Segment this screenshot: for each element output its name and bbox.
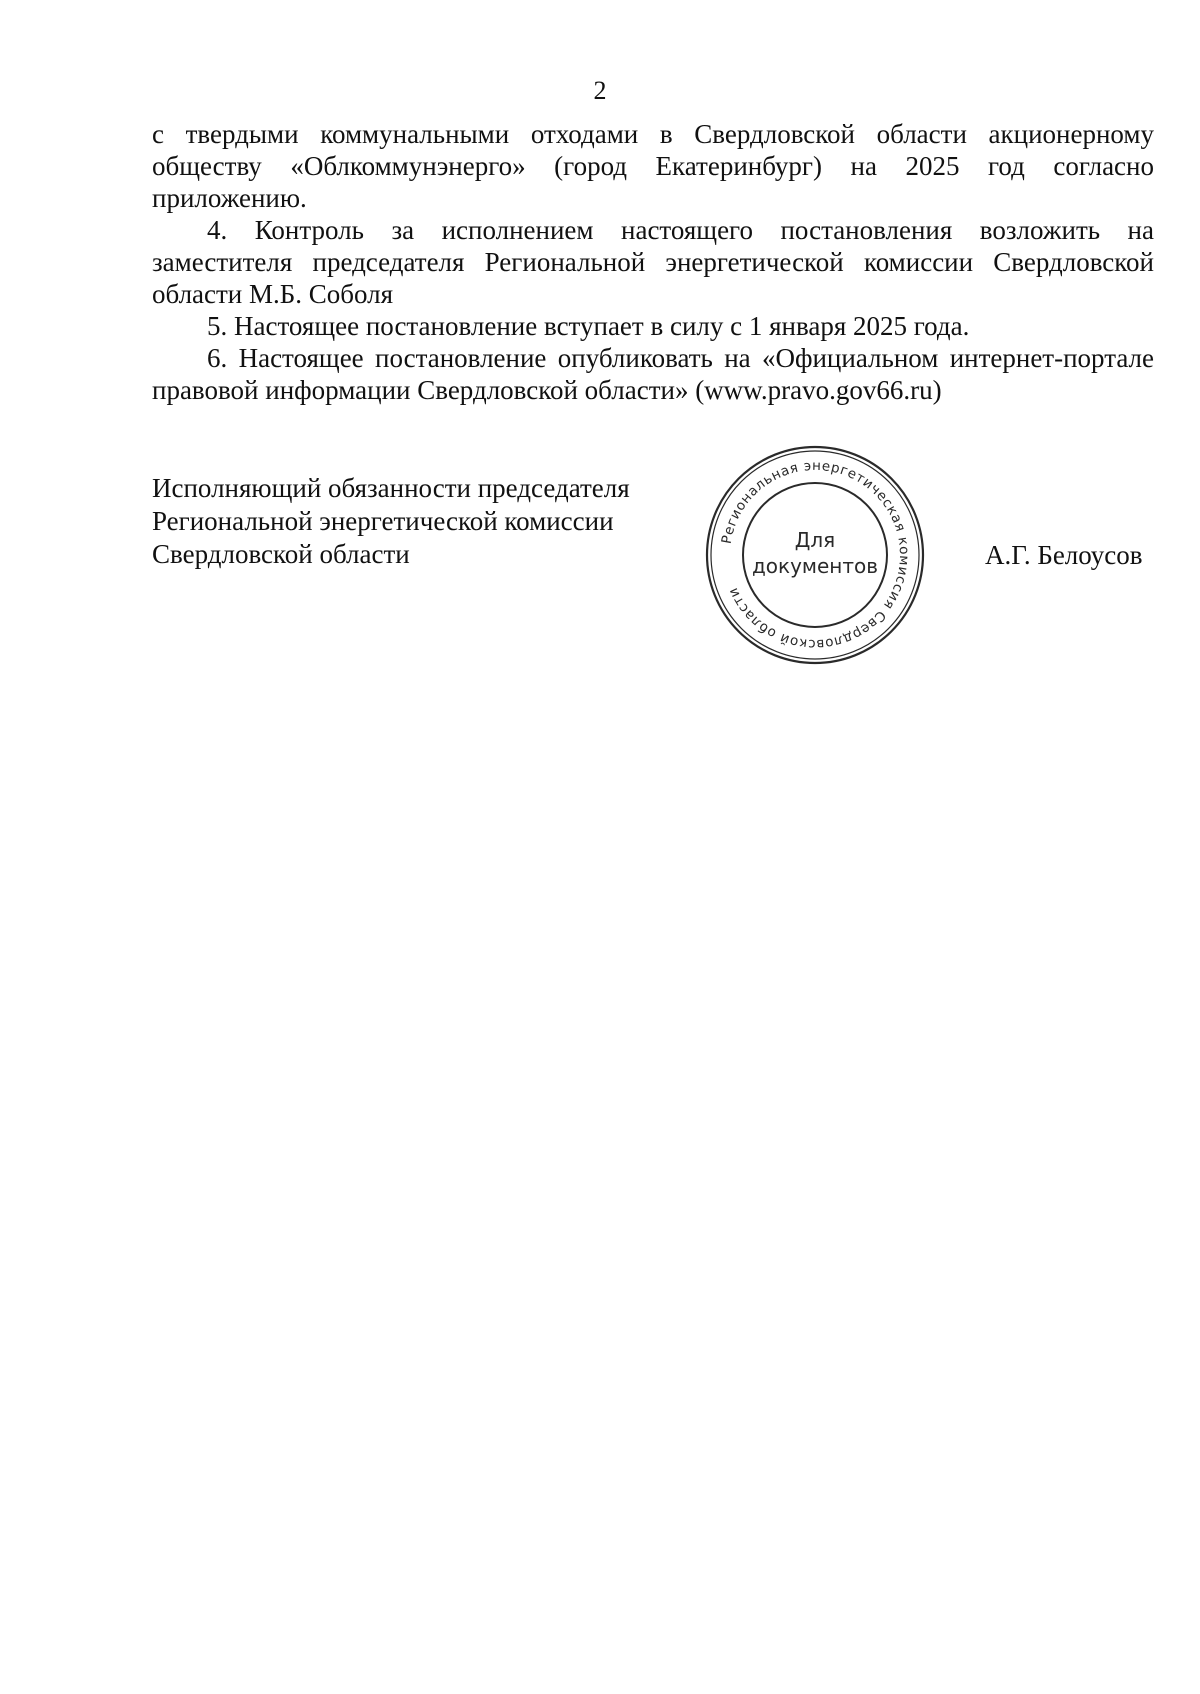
paragraph-item-5: 5. Настоящее постановление вступает в силу с 1 января 2025 года.: [207, 311, 970, 341]
stamp-seal-icon: [703, 443, 927, 667]
stamp-ring-textpath: Региональная энергетическая комиссия Свердловской области: [718, 457, 913, 653]
paragraph-item-6: 6. Настоящее постановление опубликовать на «Официальном интернет-портале правовой информации Свердловской области» (www.pravo.gov66.ru): [152, 343, 1154, 405]
document-body: [152, 118, 1154, 406]
stamp-center-line-1: Для: [794, 528, 836, 552]
paragraph-continuation: с твердыми коммунальными отходами в Свердловской области акционерному обществу «Облкоммунэнерго» (город Екатеринбург) на 2025 год согласно приложению.: [152, 119, 1154, 213]
paragraph-item-4: 4. Контроль за исполнением настоящего постановления возложить на заместителя председателя Региональной энергетической комиссии Свердловской области М.Б. Соболя: [152, 215, 1154, 309]
signer-position: [152, 472, 630, 571]
page-number: 2: [593, 76, 607, 105]
official-stamp: [703, 443, 927, 667]
signer-name: А.Г. Белоусов: [985, 540, 1143, 570]
signer-position-line-3: Свердловской области: [152, 539, 410, 569]
signer-position-line-1: Исполняющий обязанности председателя: [152, 473, 630, 503]
stamp-center-line-2: документов: [751, 554, 879, 578]
signer-position-line-2: Региональной энергетической комиссии: [152, 506, 614, 536]
